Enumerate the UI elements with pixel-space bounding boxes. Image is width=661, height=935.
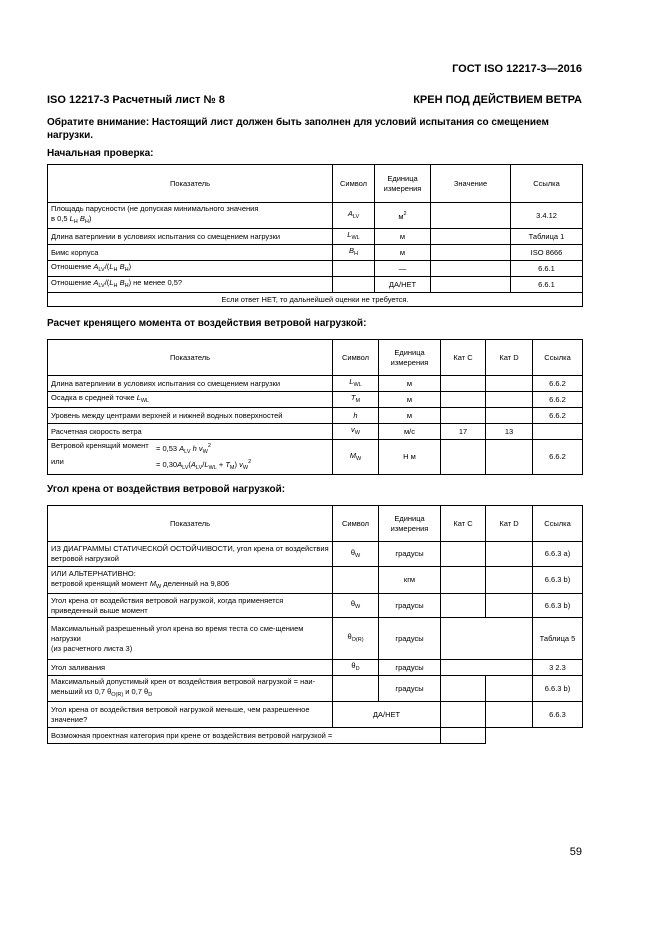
col-header-unit: Единица измерения: [379, 340, 441, 376]
row-unit: м: [375, 245, 431, 261]
row-reference: 6.6.2: [533, 408, 583, 424]
row-label: Отношение $A_{LV}/(L_H$ $B_H$) не менее 0,5?: [48, 277, 333, 293]
table-row: [48, 618, 583, 660]
row-unit: ДА/НЕТ: [375, 277, 431, 293]
row-label: Длина ватерлинии в условиях испытания со смещением нагрузки: [48, 376, 333, 392]
row-label: Уровень между центрами верхней и нижней водных поверхностей: [48, 408, 333, 424]
cat-d-value[interactable]: [486, 594, 533, 618]
row-unit: м: [379, 408, 441, 424]
cat-d-value[interactable]: [486, 567, 533, 594]
table-row: [48, 594, 583, 618]
cat-d-value[interactable]: [486, 440, 533, 475]
cat-c-value[interactable]: [441, 392, 486, 408]
cat-d-value[interactable]: [486, 676, 533, 702]
cat-c-value[interactable]: [441, 702, 486, 728]
table-row: [48, 676, 583, 702]
row-label: ИЛИ АЛЬТЕРНАТИВНО: ветровой кренящий момент $M_W$ деленный на 9,806: [48, 567, 333, 594]
cat-c-value[interactable]: [441, 567, 486, 594]
row-label: Отношение $A_{LV}/(L_H$ $B_H$): [48, 261, 333, 277]
col-header-symbol: Символ: [333, 165, 375, 203]
sheet-subject: КРЕН ПОД ДЕЙСТВИЕМ ВЕТРА: [413, 94, 582, 106]
row-reference: 6.6.3 a): [533, 542, 583, 567]
row-value[interactable]: [431, 229, 511, 245]
table-row: [48, 376, 583, 392]
design-category-label: Возможная проектная категория при крене от воздействия ветровой нагрузкой =: [48, 728, 441, 744]
col-header-cat-d: Кат D: [486, 340, 533, 376]
cat-c-value[interactable]: [441, 594, 486, 618]
row-unit: градусы: [379, 542, 441, 567]
row-unit: Н м: [379, 440, 441, 475]
col-header-reference: Ссылка: [533, 340, 583, 376]
table-row: [48, 277, 583, 293]
col-header-value: Значение: [431, 165, 511, 203]
cat-d-value[interactable]: [486, 542, 533, 567]
row-label: Расчетная скорость ветра: [48, 424, 333, 440]
row-label: Площадь парусности (не допуская минимального значения в 0,5 $L_H$ $B_H$): [48, 203, 333, 229]
row-value[interactable]: [431, 277, 511, 293]
row-unit: $м^2$: [375, 203, 431, 229]
table-row: [48, 567, 583, 594]
row-unit: м: [379, 392, 441, 408]
table-row: [48, 261, 583, 277]
cat-d-value[interactable]: 13: [486, 424, 533, 440]
cat-c-value[interactable]: [441, 376, 486, 392]
row-value[interactable]: [431, 203, 511, 229]
row-reference: Таблица 5: [533, 618, 583, 660]
cat-d-value[interactable]: [486, 408, 533, 424]
cat-c-value[interactable]: [441, 676, 486, 702]
section-title-heeling-moment: Расчет кренящего момента от воздействия ветровой нагрузкой:: [47, 318, 367, 329]
row-unit: кгм: [379, 567, 441, 594]
row-symbol: $L_{WL}$: [333, 229, 375, 245]
cat-c-d-value[interactable]: [441, 618, 533, 660]
row-reference: [533, 424, 583, 440]
cat-c-value[interactable]: [441, 728, 486, 744]
row-reference: 6.6.2: [533, 392, 583, 408]
row-symbol: $T_M$: [333, 392, 379, 408]
row-symbol: $M_W$: [333, 440, 379, 475]
col-header-reference: Ссылка: [511, 165, 583, 203]
row-symbol: h: [333, 408, 379, 424]
col-header-cat-c: Кат C: [441, 506, 486, 542]
cat-c-value[interactable]: 17: [441, 424, 486, 440]
row-symbol: $A_{LV}$: [333, 203, 375, 229]
section-title-heel-angle: Угол крена от воздействия ветровой нагрузкой:: [47, 484, 286, 495]
row-unit: м: [375, 229, 431, 245]
col-header-cat-c: Кат C: [441, 340, 486, 376]
col-header-unit: Единица измерения: [375, 165, 431, 203]
row-reference: 3 2.3: [533, 660, 583, 676]
row-symbol: $B_H$: [333, 245, 375, 261]
col-header-unit: Единица измерения: [379, 506, 441, 542]
heel-angle-table: [47, 505, 583, 744]
page-number: 59: [569, 846, 582, 858]
col-header-symbol: Символ: [333, 506, 379, 542]
row-label: Ветровой кренящий момент = 0,53 $A_{LV}$ h $v_W^2$ или = $0,30A_{LV}(A_{LV}/L_{WL} + T_M)$ $v_W^2$: [48, 440, 333, 475]
table-row: [48, 440, 583, 475]
row-label: ИЗ ДИАГРАММЫ СТАТИЧЕСКОЙ ОСТОЙЧИВОСТИ, угол крена от воздействия ветровой нагрузкой: [48, 542, 333, 567]
row-reference: 6.6.1: [511, 277, 583, 293]
row-unit: ДА/НЕТ: [333, 702, 441, 728]
standard-designation: ГОСТ ISO 12217-3—2016: [452, 63, 582, 75]
row-symbol: [333, 676, 379, 702]
row-symbol: [333, 261, 375, 277]
row-label: Угол заливания: [48, 660, 333, 676]
row-reference: 6.6.2: [533, 376, 583, 392]
row-symbol: [333, 567, 379, 594]
notice: Обратите внимание: Настоящий лист должен быть заполнен для условий испытания со смещением нагрузки.: [47, 117, 549, 141]
empty-cell: [533, 728, 583, 744]
row-unit: градусы: [379, 660, 441, 676]
table-row: [48, 424, 583, 440]
initial-check-table: [47, 164, 583, 307]
table-footnote: Если ответ НЕТ, то дальнейшей оценки не требуется.: [48, 293, 583, 307]
cat-c-value[interactable]: [441, 440, 486, 475]
row-reference: Таблица 1: [511, 229, 583, 245]
row-label: Максимальный допустимый крен от воздействия ветровой нагрузкой = наи-меньший из 0,7 $\theta_{O(R)}$ и 0,7 $\theta_D$: [48, 676, 333, 702]
cat-d-value[interactable]: [486, 702, 533, 728]
row-unit: градусы: [379, 676, 441, 702]
table-row: [48, 542, 583, 567]
cat-d-value[interactable]: [486, 392, 533, 408]
col-header-symbol: Символ: [333, 340, 379, 376]
row-label: Бимс корпуса: [48, 245, 333, 261]
row-reference: 6.6.3 b): [533, 594, 583, 618]
table-row: [48, 245, 583, 261]
row-label: Длина ватерлинии в условиях испытания со смещением нагрузки: [48, 229, 333, 245]
col-header-cat-d: Кат D: [486, 506, 533, 542]
row-label: Осадка в средней точке $L_{WL}$: [48, 392, 333, 408]
row-symbol: [333, 277, 375, 293]
col-header-indicator: Показатель: [48, 165, 333, 203]
row-label: Угол крена от воздействия ветровой нагрузкой меньше, чем разрешенное значение?: [48, 702, 333, 728]
col-header-indicator: Показатель: [48, 506, 333, 542]
empty-cell: [486, 728, 533, 744]
heeling-moment-table: [47, 339, 583, 475]
sheet-title: ISO 12217-3 Расчетный лист № 8: [47, 94, 225, 106]
row-unit: градусы: [379, 594, 441, 618]
row-unit: —: [375, 261, 431, 277]
row-reference: 6.6.3 b): [533, 676, 583, 702]
row-symbol: $\theta_{O(R)}$: [333, 618, 379, 660]
col-header-indicator: Показатель: [48, 340, 333, 376]
row-unit: градусы: [379, 618, 441, 660]
table-row: [48, 203, 583, 229]
table-row: [48, 728, 583, 744]
row-symbol: $L_{WL}$: [333, 376, 379, 392]
table-row: [48, 660, 583, 676]
row-reference: 6.6.3: [533, 702, 583, 728]
row-unit: м: [379, 376, 441, 392]
row-reference: 6.6.2: [533, 440, 583, 475]
table-row: [48, 702, 583, 728]
row-symbol: $\theta_D$: [333, 660, 379, 676]
table-row: [48, 392, 583, 408]
row-value[interactable]: [431, 261, 511, 277]
row-symbol: $\theta_W$: [333, 542, 379, 567]
row-reference: 6.6.3 b): [533, 567, 583, 594]
row-label: Угол крена от воздействия ветровой нагрузкой, когда применяется приведенный выше момент: [48, 594, 333, 618]
row-reference: ISO 8666: [511, 245, 583, 261]
row-reference: 6.6.1: [511, 261, 583, 277]
row-reference: 3.4.12: [511, 203, 583, 229]
row-symbol: $\theta_W$: [333, 594, 379, 618]
cat-c-value[interactable]: [441, 542, 486, 567]
col-header-reference: Ссылка: [533, 506, 583, 542]
row-unit: м/с: [379, 424, 441, 440]
cat-c-d-value[interactable]: [441, 660, 533, 676]
cat-d-value[interactable]: [486, 376, 533, 392]
row-label: Максимальный разрешенный угол крена во время теста со сме-щением нагрузки (из расчетного листа 3): [48, 618, 333, 660]
row-symbol: $v_W$: [333, 424, 379, 440]
section-title-initial-check: Начальная проверка:: [47, 148, 154, 159]
table-row: [48, 229, 583, 245]
row-value[interactable]: [431, 245, 511, 261]
table-row: [48, 408, 583, 424]
cat-c-value[interactable]: [441, 408, 486, 424]
